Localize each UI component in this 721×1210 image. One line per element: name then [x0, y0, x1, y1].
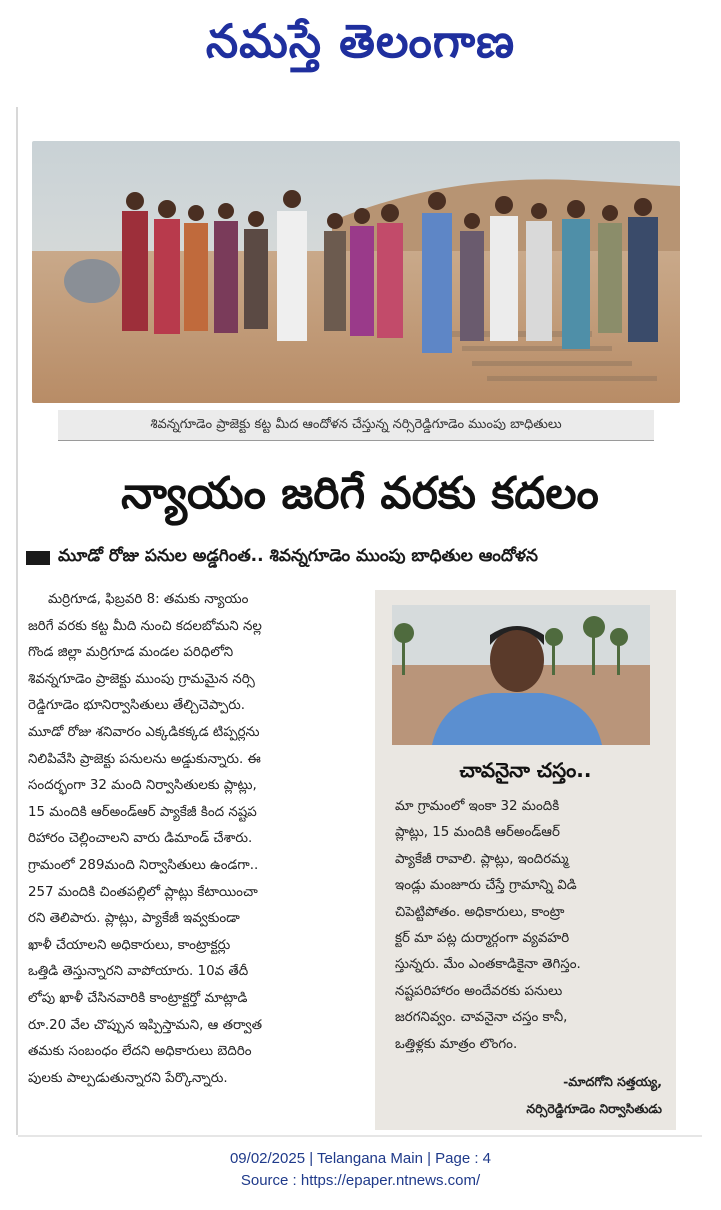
quote-line: చిపెట్టిపోతం. అధికారులు, కాంట్రా — [395, 904, 565, 920]
edition-info: 09/02/2025 | Telangana Main | Page : 4 — [229, 1150, 492, 1167]
quote-line: ప్యాకేజీ రావాలి. ప్లాట్లు, ఇందిరమ్మ — [395, 851, 569, 867]
quote-sidebox — [375, 590, 676, 1130]
attribution-role: నర్సిరెడ్డిగూడెం నిర్వాసితుడు — [526, 1101, 662, 1116]
article-line: సందర్భంగా 32 మంది నిర్వాసితులకు ప్లాట్లు, — [28, 778, 257, 794]
subheadline — [26, 544, 694, 572]
protest-photo — [32, 141, 680, 403]
article-line: గ్రామంలో 289మంది నిర్వాసితులు ఉండగా.. — [28, 857, 259, 873]
article-line: శివన్నగూడెం ప్రాజెక్టు ముంపు గ్రామమైన నర్సి — [28, 671, 255, 687]
article-body — [28, 587, 364, 1117]
article-line: రని తెలిపారు. ప్లాట్లు, ప్యాకేజీ ఇవ్వకుండా — [28, 911, 240, 927]
article-line: మర్రిగూడ, ఫిబ్రవరి 8: తమకు న్యాయం — [48, 592, 249, 607]
quote-line: ప్లాట్లు, 15 మందికి ఆర్అండ్ఆర్ — [395, 825, 560, 841]
article-line: లోపు ఖాళీ చేసినవారికి కాంట్రాక్టర్తో మాట్లాడి — [28, 990, 248, 1006]
source-link[interactable]: Source : https://epaper.ntnews.com/ — [240, 1172, 481, 1189]
quote-line: ఒత్తిళ్లకు మాత్రం లొంగం. — [395, 1036, 518, 1052]
quote-line: నష్టపరిహారం అందేవరకు పనులు — [395, 983, 563, 999]
article-line: 15 మందికి ఆర్అండ్ఆర్ ప్యాకేజీ కింద నష్టప — [28, 804, 257, 820]
quote-line: ఇండ్లు మంజూరు చేస్తే గ్రామాన్ని విడి — [395, 878, 577, 894]
quote-attribution — [526, 1068, 662, 1122]
photo-caption: శివన్నగూడెం ప్రాజెక్టు కట్ట మీద ఆందోళన చేస్తున్న నర్సిరెడ్డిగూడెం ముంపు బాధితులు — [58, 410, 654, 441]
article-line: 257 మందికి చింతపల్లిలో ప్లాట్లు కేటాయించా — [28, 884, 258, 900]
newspaper-masthead: నమస్తే తెలంగాణ — [205, 14, 516, 68]
article-line: గొండ జిల్లా మర్రిగూడ మండల పరిధిలోని — [28, 645, 234, 661]
quote-line: క్టర్ మా పట్ల దుర్మార్గంగా వ్యవహరి — [395, 931, 570, 947]
article-line: పులకు పాల్పడుతున్నారని పేర్కొన్నారు. — [28, 1070, 228, 1086]
headline: న్యాయం జరిగే వరకు కదలం — [121, 468, 599, 519]
villager-portrait-photo — [392, 605, 650, 745]
article-line: ఖాళీ చేయాలని అధికారులు, కాంట్రాక్టర్లు — [28, 937, 231, 953]
article-line: నిలిపివేసి ప్రాజెక్టు పనులను అడ్డుకున్నారు. ఈ — [28, 751, 261, 767]
quote-title: చావనైనా చస్తం.. — [459, 758, 592, 782]
news-clipping — [18, 107, 702, 1135]
article-line: ఒత్తిడి తెస్తున్నారని వాపోయారు. 10వ తేదీ — [28, 964, 249, 980]
subheadline-marker — [26, 551, 50, 565]
article-line: మూడో రోజు శనివారం ఎక్కడికక్కడ టిప్పర్లను — [28, 724, 260, 740]
article-line: తమకు సంబంధం లేదని అధికారులు బెదిరిం — [28, 1044, 252, 1060]
quote-body — [395, 794, 665, 1058]
article-line: రిహారం చెల్లించాలని వారు డిమాండ్ చేశారు. — [28, 831, 253, 847]
article-line: రెడ్డిగూడెం భూనిర్వాసితులు తేల్చిచెప్పారు. — [28, 698, 246, 714]
subheadline-text: మూడో రోజు పనుల అడ్డగింత.. శివన్నగూడెం ముంపు బాధితుల ఆందోళన — [58, 546, 538, 566]
quote-line: మా గ్రామంలో ఇంకా 32 మందికి — [395, 799, 560, 814]
article-line: జరిగే వరకు కట్ట మీది నుంచి కదలబోమని నల్ల — [28, 618, 262, 634]
attribution-name: -మాదగోని సత్తయ్య, — [563, 1074, 662, 1089]
quote-line: జరగనివ్వం. చావనైనా చస్తం కానీ, — [395, 1010, 568, 1026]
article-line: రూ.20 వేల చొప్పున ఇప్పిస్తామని, ఆ తర్వాత — [28, 1017, 263, 1033]
quote-line: స్తున్నరు. మేం ఎంతకాడికైనా తెగిస్తం. — [395, 957, 581, 973]
